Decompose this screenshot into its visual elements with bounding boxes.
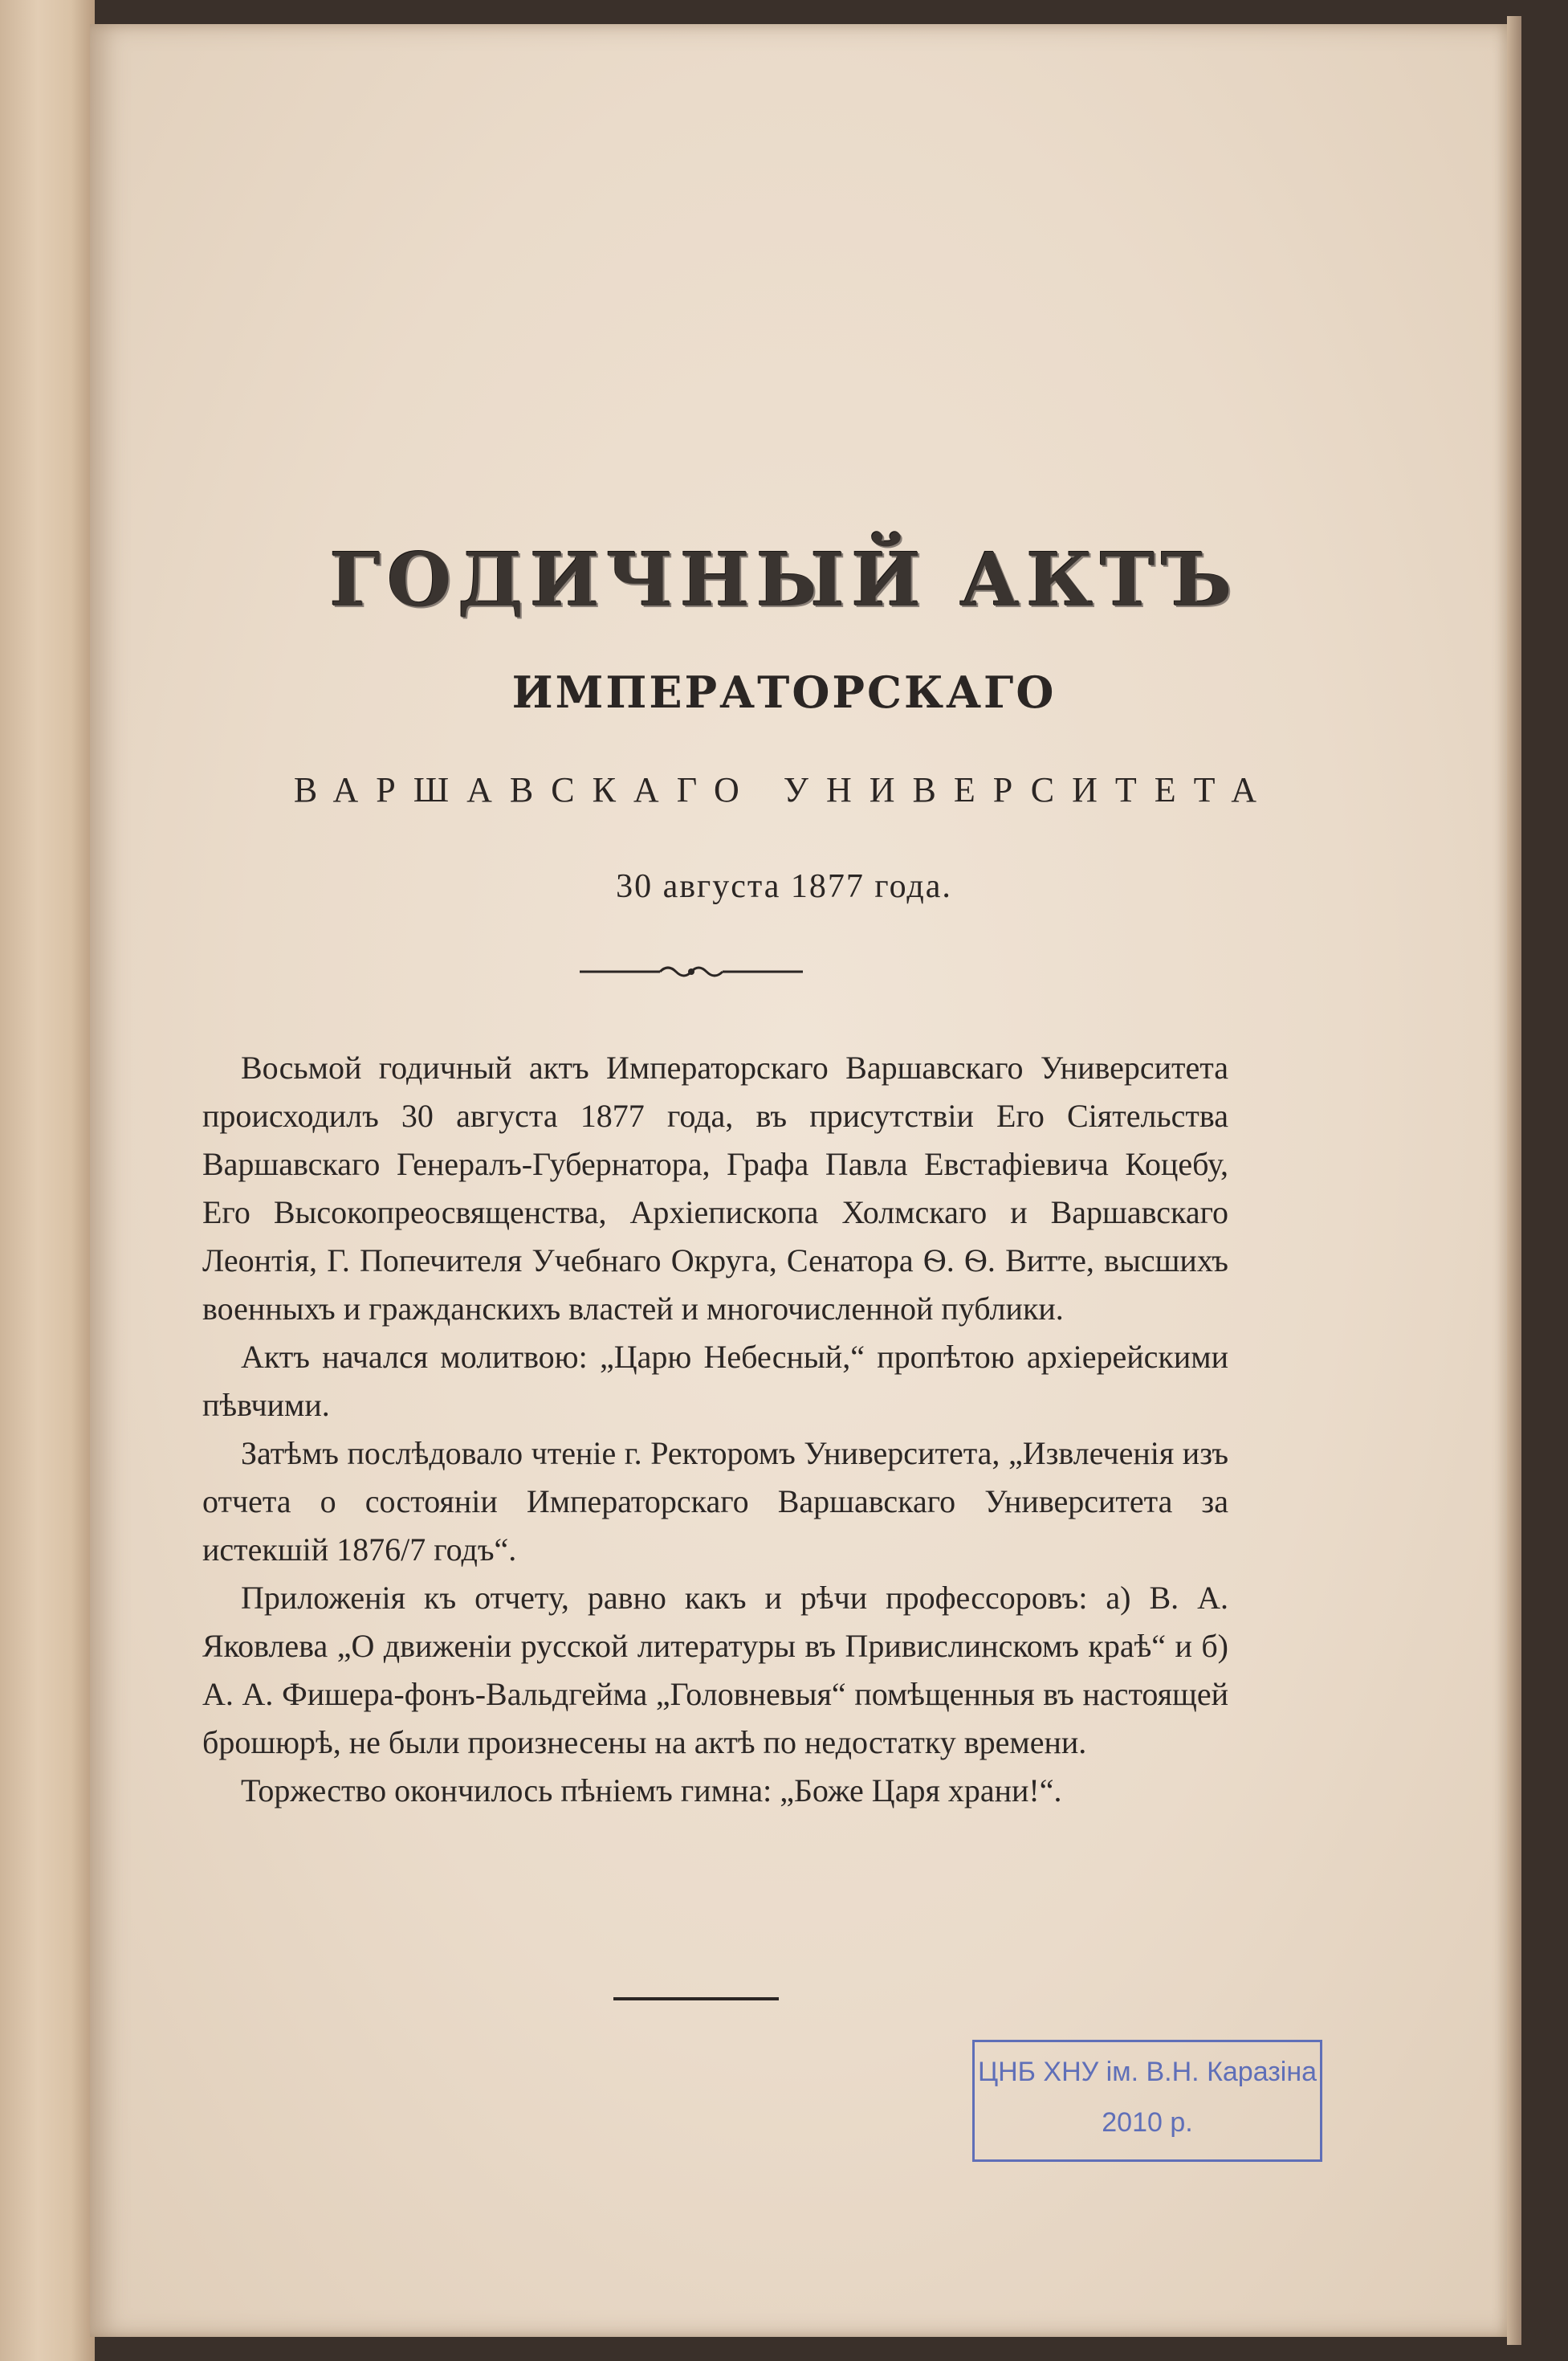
paragraph: Приложенія къ отчету, равно какъ и рѣчи профессоровъ: а) В. А. Яковлева „О движеніи русской литературы въ Привислинскомъ краѣ“ и б) А. А. Фишера-фонъ-Вальдгейма „Головневыя“ помѣщенныя въ настоящей брошюрѣ, не были произнесены на актѣ по недостатку времени. <box>202 1580 1228 1760</box>
library-stamp <box>972 2040 1322 2162</box>
document-title: ГОДИЧНЫЙ АКТЪ <box>329 536 1239 623</box>
closing-rule <box>613 1997 779 2000</box>
facing-page-edge <box>0 0 95 2361</box>
paragraph: Затѣмъ послѣдовало чтеніе г. Ректоромъ Университета, „Извлеченія изъ отчета о состояніи Императорскаго Варшавскаго Университета за истекшій 1876/7 годъ“. <box>202 1435 1228 1568</box>
paragraph: Актъ начался молитвою: „Царю Небесный,“ пропѣтою архіерейскими пѣвчими. <box>202 1339 1228 1423</box>
paragraph: Восьмой годичный актъ Императорскаго Варшавскаго Университета происходилъ 30 августа 1877 года, въ присутствіи Его Сіятельства Варшавскаго Генералъ-Губернатора, Графа Павла Евстафіевича Коцебу, Его Высокопреосвященства, Архіепископа Холмскаго и Варшавскаго Леонтія, Г. Попечителя Учебнаго Округа, Сенатора Ѳ. Ѳ. Витте, высшихъ военныхъ и гражданскихъ властей и многочисленной публики. <box>202 1050 1228 1327</box>
document-subtitle-university: ВАРШАВСКАГО УНИВЕРСИТЕТА <box>293 770 1275 809</box>
page-stack-edge <box>1507 16 1521 2345</box>
stamp-year: 2010 р. <box>1102 2107 1193 2138</box>
document-subtitle-imperial: ИМПЕРАТОРСКАГО <box>511 667 1057 718</box>
stamp-library-name: ЦНБ ХНУ ім. В.Н. Каразіна <box>977 2057 1318 2087</box>
document-date: 30 августа 1877 года. <box>616 868 952 905</box>
document-body <box>202 1044 1228 1815</box>
decorative-divider-icon <box>580 960 803 983</box>
paragraph: Торжество окончилось пѣніемъ гимна: „Боже Царя храни!“. <box>241 1772 1062 1808</box>
